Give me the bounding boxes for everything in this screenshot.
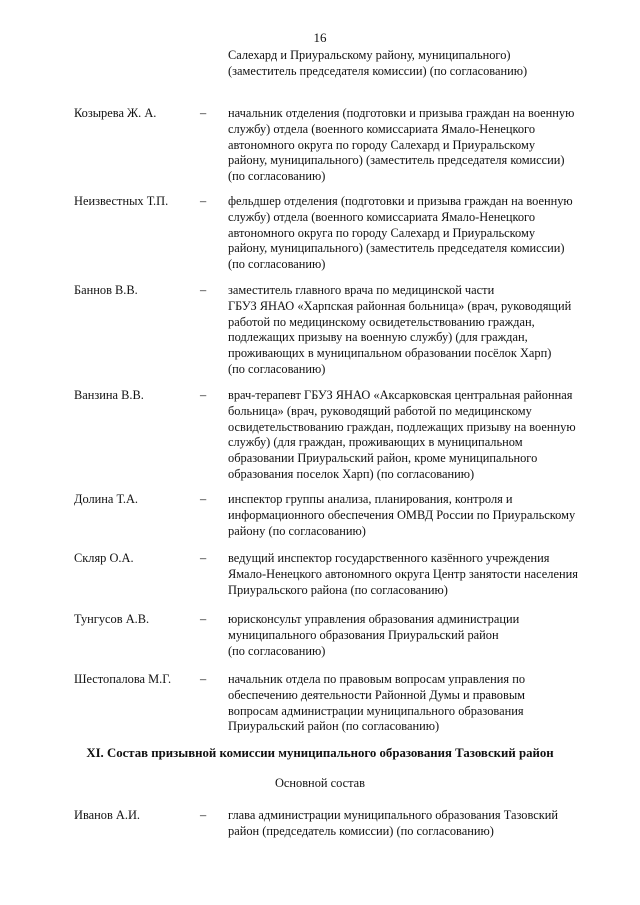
member-name: Козырева Ж. А. [74, 106, 157, 120]
section-title: XI. Состав призывной комиссии муниципального образования Тазовский район [86, 746, 554, 760]
member-name: Неизвестных Т.П. [74, 194, 169, 208]
dash-separator: – [200, 551, 207, 565]
member-description: врач-терапевт ГБУЗ ЯНАО «Аксарковская центральная районная больница» (врач, руководящий работой по медицинскому освидетельствованию граждан, подлежащих призыву на военную службу) (для граждан, проживающих в муниципальном образовании Приуральский район, кроме муниципального образования поселок Харп) (по согласованию) [228, 388, 576, 481]
member-description: Салехард и Приуральскому району, муниципального) (заместитель председателя комиссии) (по согласованию) [228, 48, 528, 78]
member-description: ведущий инспектор государственного казённого учреждения Ямало-Ненецкого автономного округа Центр занятости населения Приуральского района (по согласованию) [228, 551, 578, 597]
dash-separator: – [200, 612, 207, 626]
member-description: глава администрации муниципального образования Тазовский район (председатель комиссии) (по согласованию) [228, 808, 559, 838]
member-name: Тунгусов А.В. [74, 612, 150, 626]
member-name: Иванов А.И. [74, 808, 141, 822]
member-name: Баннов В.В. [74, 283, 138, 297]
member-name: Долина Т.А. [74, 492, 138, 506]
dash-separator: – [200, 194, 207, 208]
member-name: Ванзина В.В. [74, 388, 144, 402]
member-description: юрисконсульт управления образования администрации муниципального образования Приуральский район (по согласованию) [228, 612, 520, 658]
dash-separator: – [200, 388, 207, 402]
dash-separator: – [200, 808, 207, 822]
member-description: начальник отдела по правовым вопросам управления по обеспечению деятельности Районной Думы и правовым вопросам администрации муниципального образования Приуральский район (по согласованию) [228, 672, 526, 734]
dash-separator: – [200, 672, 207, 686]
member-name: Шестопалова М.Г. [74, 672, 172, 686]
page-number: 16 [313, 30, 327, 45]
member-description: фельдшер отделения (подготовки и призыва граждан на военную службу) отдела (военного комиссариата Ямало-Ненецкого автономного округа по городу Салехард и Приуральскому району, муниципального) (заместитель председателя комиссии) (по согласованию) [228, 194, 573, 272]
member-description: инспектор группы анализа, планирования, контроля и информационного обеспечения ОМВД России по Приуральскому району (по согласованию) [228, 492, 576, 538]
dash-separator: – [200, 283, 207, 297]
member-name: Скляр О.А. [74, 551, 134, 565]
section-subtitle: Основной состав [274, 776, 366, 790]
dash-separator: – [200, 106, 207, 120]
member-description: заместитель главного врача по медицинской части ГБУЗ ЯНАО «Харпская районная больница» (врач, руководящий работой по медицинскому освидетельствованию граждан, подлежащих призыву на военную службу) (для граждан, проживающих в муниципальном образовании посёлок Харп) (по согласованию) [228, 283, 572, 376]
dash-separator: – [200, 492, 207, 506]
member-description: начальник отделения (подготовки и призыва граждан на военную службу) отдела (военного комиссариата Ямало-Ненецкого автономного округа по городу Салехард и Приуральскому району, муниципального) (заместитель председателя комиссии) (по согласованию) [228, 106, 575, 184]
